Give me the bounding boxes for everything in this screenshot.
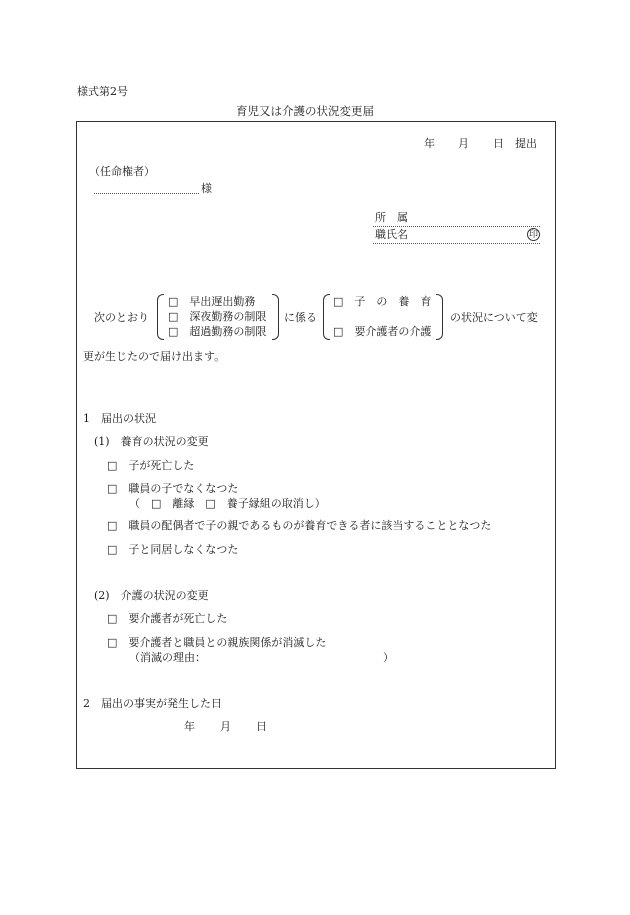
- work-option-overtime: □ 超過勤務の制限: [168, 325, 267, 338]
- childcare-item-not-child: □ 職員の子でなくなつた: [107, 482, 239, 495]
- nursing-reason-close: ）: [383, 651, 394, 664]
- submit-month-label: 月: [458, 137, 469, 150]
- childcare-item-not-child-detail: （ □ 離縁 □ 養子縁組の取消し）: [129, 497, 326, 510]
- submitted-label: 提出: [515, 137, 537, 150]
- work-option-early-late: □ 早出遅出勤務: [168, 295, 256, 308]
- occurrence-day-label: 日: [256, 720, 267, 733]
- nursing-item-relation-ended: □ 要介護者と職員との親族関係が消滅した: [107, 636, 327, 649]
- nursing-reason-label: （消滅の理由：: [129, 651, 206, 664]
- intro-suffix: の状況について変: [450, 311, 538, 324]
- care-options-brace-left: [323, 294, 330, 340]
- childcare-item-spouse: □ 職員の配偶者で子の親であるものが養育できる者に該当することとなつた: [107, 519, 492, 532]
- work-option-night: □ 深夜勤務の制限: [168, 310, 267, 323]
- care-option-childcare: □ 子 の 養 育: [333, 295, 432, 308]
- seal-mark: 印: [528, 230, 538, 240]
- intro-prefix: 次のとおり: [94, 311, 149, 324]
- childcare-item-died: □ 子が死亡した: [107, 459, 195, 472]
- intro-connector: に係る: [284, 311, 317, 324]
- appointer-label: （任命権者）: [89, 165, 155, 178]
- affiliation-label: 所 属: [375, 211, 408, 224]
- occurrence-year-label: 年: [184, 720, 195, 733]
- submit-year-label: 年: [424, 137, 435, 150]
- submit-day-label: 日: [493, 137, 504, 150]
- nursing-heading: (2) 介護の状況の変更: [94, 589, 209, 602]
- nursing-item-died: □ 要介護者が死亡した: [107, 612, 228, 625]
- appointer-honorific: 様: [201, 182, 212, 195]
- childcare-item-not-cohabit: □ 子と同居しなくなつた: [107, 543, 239, 556]
- staff-name-label: 職氏名: [375, 228, 408, 241]
- form-title: 育児又は介護の状況変更届: [236, 104, 374, 118]
- work-options-brace-right: [272, 294, 279, 340]
- care-options-brace-right: [436, 294, 443, 340]
- occurrence-month-label: 月: [220, 720, 231, 733]
- intro-continuation: 更が生じたので届け出ます。: [83, 350, 226, 363]
- care-option-nursing: □ 要介護者の介護: [333, 325, 432, 338]
- section2-heading: 2 届出の事実が発生した日: [83, 697, 222, 710]
- childcare-heading: (1) 養育の状況の変更: [94, 435, 209, 448]
- form-number: 様式第2号: [77, 85, 128, 98]
- staff-name-line: [373, 243, 540, 244]
- appointer-name-line: [94, 193, 199, 194]
- affiliation-line: [373, 226, 540, 227]
- section1-heading: 1 届出の状況: [83, 412, 156, 425]
- work-options-brace-left: [157, 294, 164, 340]
